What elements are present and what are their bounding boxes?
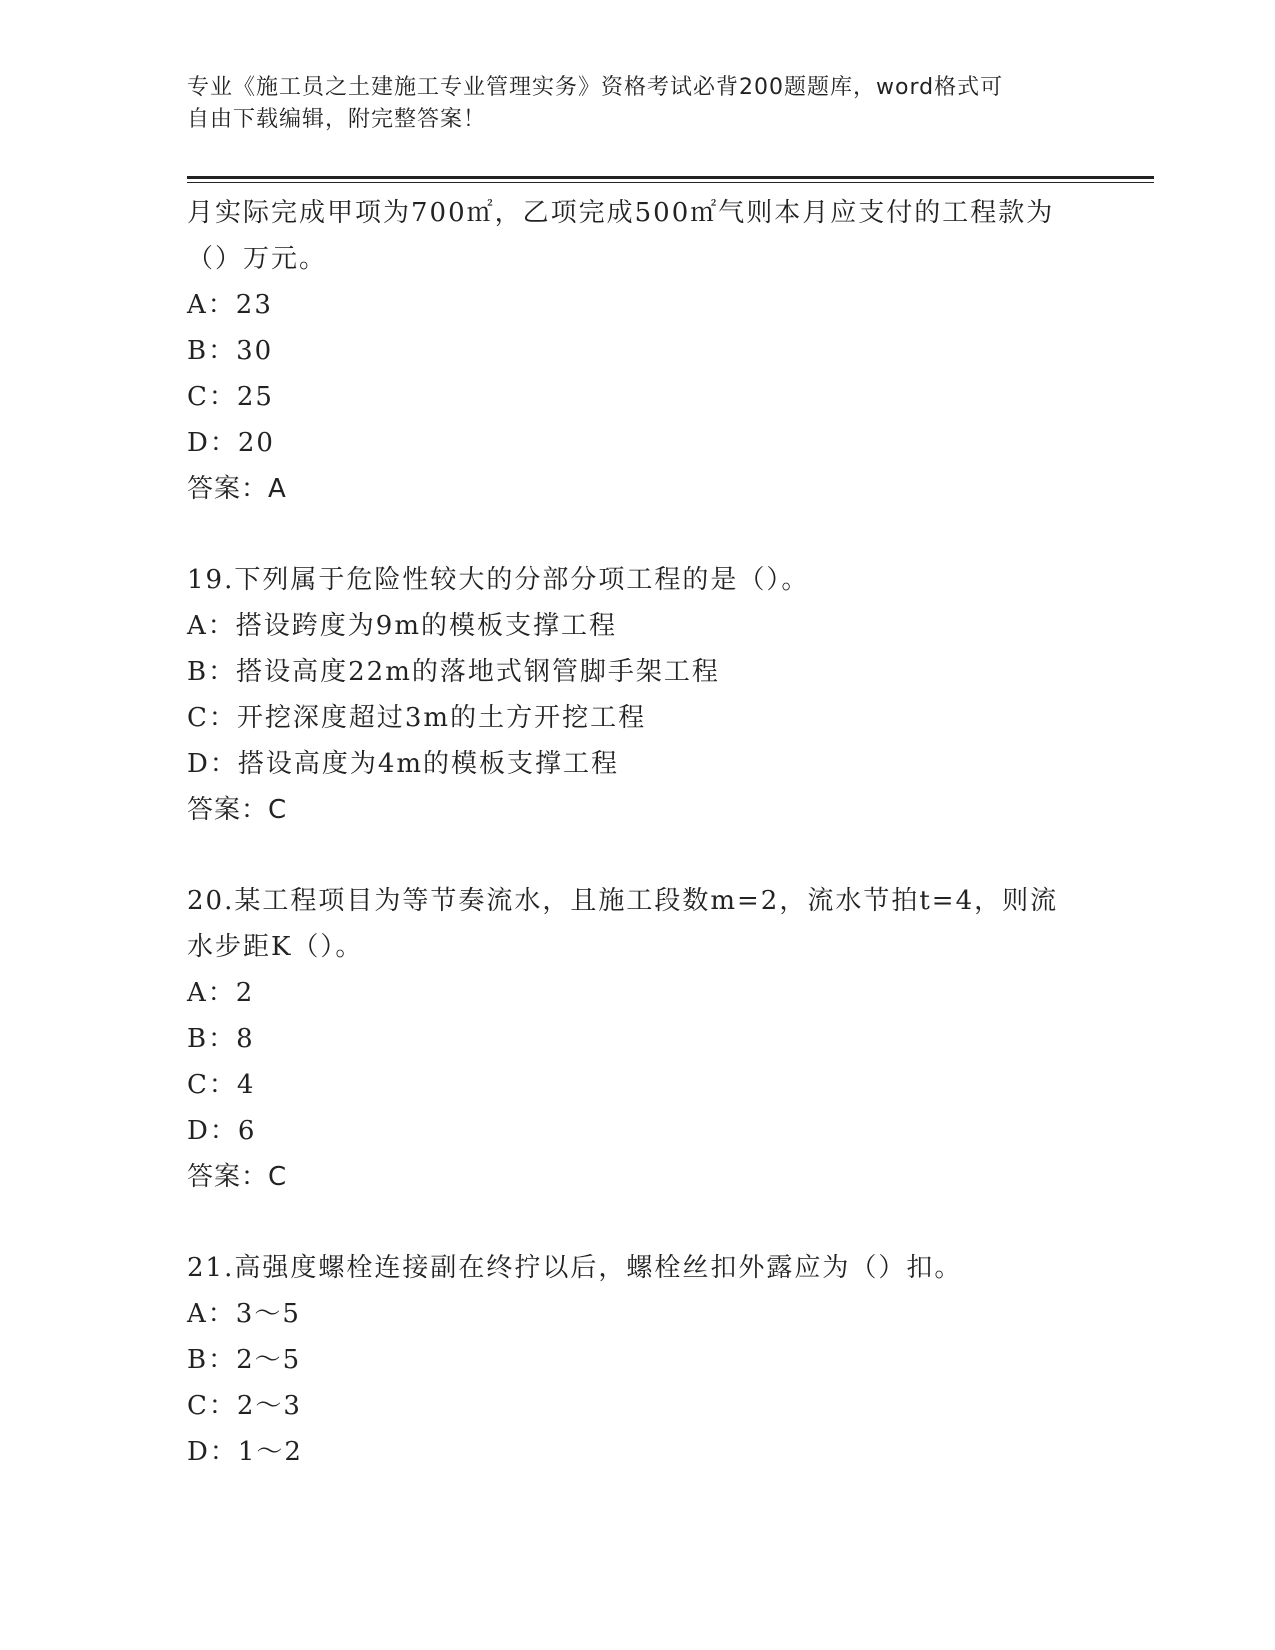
option-c: C：开挖深度超过3m的土方开挖工程: [187, 703, 647, 733]
question-stem-line: （）万元。: [187, 244, 328, 274]
option-b: B：8: [187, 1024, 255, 1054]
spacer: [187, 833, 1087, 878]
header-rule-thin: [187, 182, 1154, 183]
header-line-2: 自由下载编辑，附完整答案！: [187, 107, 487, 132]
answer-line: 答案：A: [187, 474, 287, 504]
option-c: C：4: [187, 1070, 256, 1100]
question-stem-line: 21.高强度螺栓连接副在终拧以后，螺栓丝扣外露应为（）扣。: [187, 1253, 963, 1283]
option-c: C：2～3: [187, 1391, 302, 1421]
option-b: B：30: [187, 336, 274, 366]
option-a: A：23: [187, 290, 273, 320]
option-a: A：搭设跨度为9m的模板支撑工程: [187, 611, 617, 641]
option-a: A：2: [187, 978, 255, 1008]
answer-line: 答案：C: [187, 795, 288, 825]
spacer: [187, 1200, 1087, 1245]
question-21: [187, 1245, 1087, 1475]
question-stem-line: 19.下列属于危险性较大的分部分项工程的是（）。: [187, 565, 810, 595]
option-c: C：25: [187, 382, 274, 412]
option-d: D：20: [187, 428, 275, 458]
question-stem-line: 水步距K（）。: [187, 932, 364, 962]
question-20: [187, 878, 1087, 1200]
option-d: D：6: [187, 1116, 257, 1146]
header-line-1: 专业《施工员之土建施工专业管理实务》资格考试必背200题题库，word格式可: [187, 75, 1004, 100]
question-stem-line: 月实际完成甲项为700㎡，乙项完成500㎡气则本月应支付的工程款为: [187, 198, 1055, 228]
option-b: B：搭设高度22m的落地式钢管脚手架工程: [187, 657, 720, 687]
option-d: D：搭设高度为4m的模板支撑工程: [187, 749, 620, 779]
question-stem-line: 20.某工程项目为等节奏流水，且施工段数m=2，流水节拍t=4，则流: [187, 886, 1059, 916]
spacer: [187, 512, 1087, 557]
option-d: D：1～2: [187, 1437, 303, 1467]
question-18: [187, 190, 1087, 512]
question-list: [187, 190, 1087, 1475]
document-header: [187, 72, 1067, 136]
question-19: [187, 557, 1087, 833]
answer-line: 答案：C: [187, 1162, 288, 1192]
option-a: A：3～5: [187, 1299, 301, 1329]
header-rule-thick: [187, 176, 1154, 179]
option-b: B：2～5: [187, 1345, 302, 1375]
